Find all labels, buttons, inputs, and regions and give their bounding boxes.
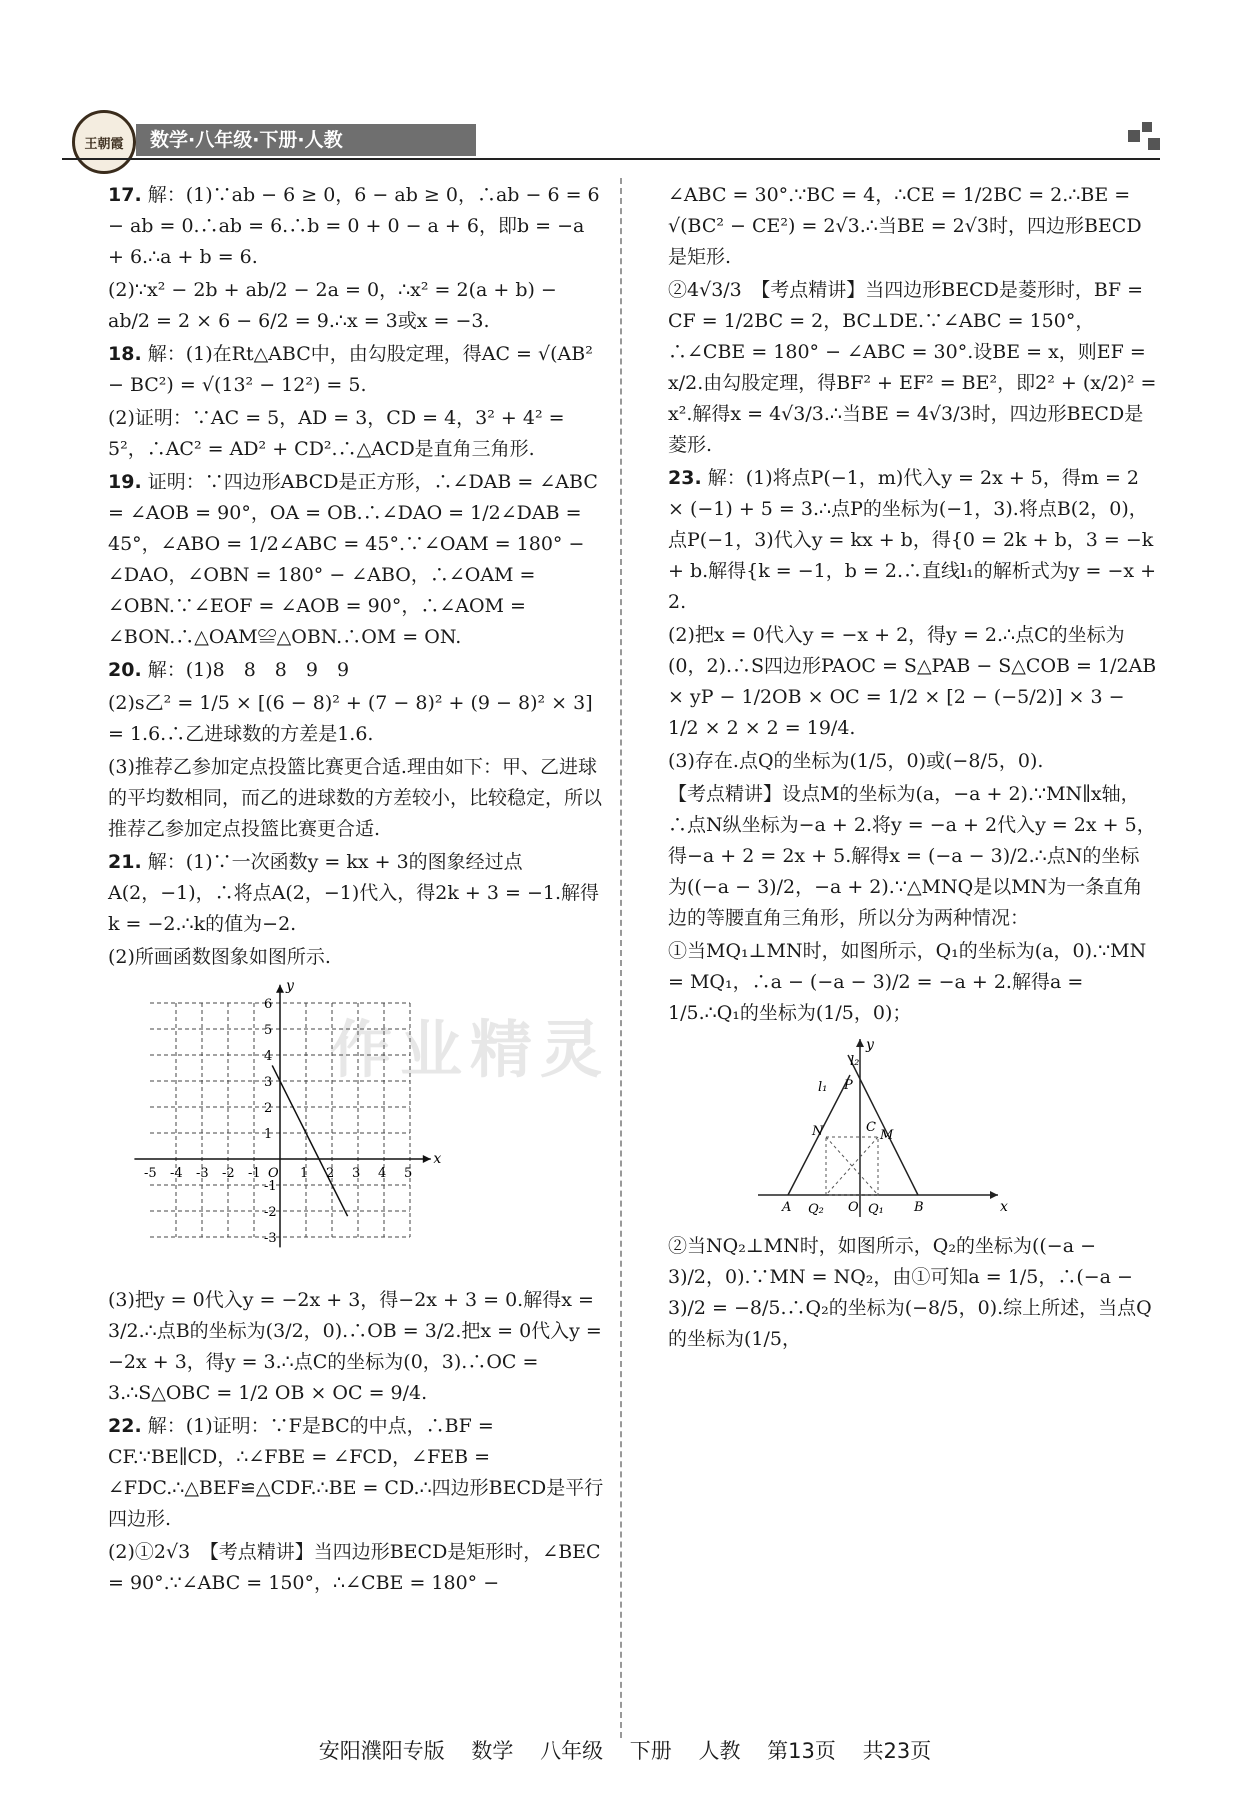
label-Q1: Q₁ bbox=[868, 1202, 884, 1217]
footer-edition: 安阳濮阳专版 bbox=[318, 1739, 445, 1763]
header-deco-square bbox=[1148, 138, 1160, 150]
header-banner: 数学·八年级·下册·人教 bbox=[136, 124, 476, 156]
label-O: O bbox=[848, 1200, 859, 1215]
label-B: B bbox=[914, 1200, 924, 1215]
x-tick-label: 3 bbox=[352, 1166, 361, 1181]
footer-publisher: 人教 bbox=[698, 1739, 741, 1763]
answer-text: (2)①2√3 【考点精讲】当四边形BECD是矩形时，∠BEC = 90°.∵∠ABC = 150°，∴∠CBE = 180° − bbox=[108, 1541, 601, 1594]
x-tick-label: 2 bbox=[326, 1166, 335, 1181]
label-x: x bbox=[1000, 1199, 1008, 1215]
answer-paragraph bbox=[108, 180, 604, 273]
answer-paragraph bbox=[668, 180, 1158, 273]
label-l2: l₂ bbox=[850, 1054, 860, 1069]
answer-text: (3)存在.点Q的坐标为(1/5，0)或(−8/5，0). bbox=[668, 750, 1044, 772]
label-l1: l₁ bbox=[818, 1080, 828, 1095]
answer-text: (2)s乙² = 1/5 × [(6 − 8)² + (7 − 8)² + (9 − 8)² × 3] = 1.6.∴乙进球数的方差是1.6. bbox=[108, 692, 593, 745]
left-answers-continued bbox=[108, 1285, 604, 1599]
page-header bbox=[62, 108, 1182, 164]
answer-paragraph bbox=[668, 463, 1158, 618]
answer-paragraph bbox=[108, 688, 604, 750]
label-y: y bbox=[866, 1037, 874, 1053]
answer-text: ①当MQ₁⊥MN时，如图所示，Q₁的坐标为(a，0).∵MN = MQ₁，∴a − (−a − 3)/2 = −a + 2.解得a = 1/5.∴Q₁的坐标为(1/5，0)； bbox=[668, 940, 1147, 1024]
answer-paragraph bbox=[668, 779, 1158, 934]
answer-paragraph bbox=[108, 655, 604, 686]
column-divider bbox=[620, 178, 622, 1738]
x-tick-label: 1 bbox=[300, 1166, 309, 1181]
header-rule bbox=[62, 158, 1160, 160]
x-axis-arrow bbox=[990, 1191, 998, 1199]
y-tick-label: 6 bbox=[264, 997, 273, 1012]
answer-text: (3)推荐乙参加定点投篮比赛更合适.理由如下：甲、乙进球的平均数相同，而乙的进球数的方差较小，比较稳定，所以推荐乙参加定点投篮比赛更合适. bbox=[108, 756, 603, 840]
answer-text: (2)∵x² − 2b + ab/2 − 2a = 0，∴x² = 2(a + b) − ab/2 = 2 × 6 − 6/2 = 9.∴x = 3或x = −3. bbox=[108, 279, 557, 332]
right-column bbox=[668, 180, 1158, 1357]
x-tick-label: -1 bbox=[248, 1166, 261, 1181]
answer-text: 解：(1)∵ab − 6 ≥ 0，6 − ab ≥ 0，∴ab − 6 = 6 − ab = 0.∴ab = 6.∴b = 0 + 0 − a + 6，即b = −a + 6.∴a + b = 6. bbox=[108, 184, 600, 268]
answer-text: ∠ABC = 30°.∵BC = 4，∴CE = 1/2BC = 2.∴BE = √(BC² − CE²) = 2√3.∴当BE = 2√3时，四边形BECD是矩形. bbox=[668, 184, 1142, 268]
y-tick-label: -1 bbox=[264, 1179, 277, 1194]
answer-text: 解：(1)∵一次函数y = kx + 3的图象经过点A(2，−1)，∴将点A(2，−1)代入，得2k + 3 = −1.解得k = −2.∴k的值为−2. bbox=[108, 851, 600, 935]
question-number: 22. bbox=[108, 1415, 142, 1437]
graph-q23 bbox=[758, 1035, 1018, 1225]
answer-paragraph bbox=[108, 1411, 604, 1535]
answer-text: (3)把y = 0代入y = −2x + 3，得−2x + 3 = 0.解得x = 3/2.∴点B的坐标为(3/2，0).∴OB = 3/2.把x = 0代入y = −2x + 3，得y = 3.∴点C的坐标为(0，3).∴OC = 3.∴S△OBC = 1/2 OB × OC = 9/4. bbox=[108, 1289, 602, 1404]
question-number: 17. bbox=[108, 184, 142, 206]
question-number: 19. bbox=[108, 471, 142, 493]
answer-paragraph bbox=[108, 467, 604, 653]
left-answers bbox=[108, 180, 604, 973]
y-tick-label: 3 bbox=[264, 1075, 273, 1090]
answer-paragraph bbox=[108, 847, 604, 940]
label-A: A bbox=[782, 1200, 792, 1215]
page-footer bbox=[0, 1735, 1250, 1765]
y-tick-label: 4 bbox=[264, 1049, 273, 1064]
answer-paragraph bbox=[108, 339, 604, 401]
question-number: 18. bbox=[108, 343, 142, 365]
answer-paragraph bbox=[108, 752, 604, 845]
publisher-logo: 王朝霞 bbox=[72, 110, 136, 174]
watermark: 作业精灵 bbox=[330, 1013, 611, 1086]
y-axis-label: y bbox=[286, 978, 294, 994]
x-tick-label: -2 bbox=[222, 1166, 235, 1181]
y-tick-label: -3 bbox=[264, 1231, 277, 1246]
answer-paragraph bbox=[108, 1537, 604, 1599]
label-N: N bbox=[812, 1124, 824, 1139]
answer-text: 证明：∵四边形ABCD是正方形，∴∠DAB = ∠ABC = ∠AOB = 90°，OA = OB.∴∠DAO = 1/2∠DAB = 45°，∠ABO = 1/2∠ABC = 45°.∵∠OAM = 180° − ∠DAO，∠OBN = 180° − ∠ABO，∴∠OAM = ∠OBN.∵∠EOF = ∠AOB = 90°，∴∠AOM = ∠BON.∴△OAM≌△OBN.∴OM = ON. bbox=[108, 471, 598, 648]
question-number: 20. bbox=[108, 659, 142, 681]
y-tick-label: 5 bbox=[264, 1023, 273, 1038]
answer-text: ②4√3/3 【考点精讲】当四边形BECD是菱形时，BF = CF = 1/2BC = 2，BC⊥DE.∵∠ABC = 150°，∴∠CBE = 180° − ∠ABC = 30°.设BE = x，则EF = x/2.由勾股定理，得BF² + EF² = BE²，即2² + (x/2)² = x².解得x = 4√3/3.∴当BE = 4√3/3时，四边形BECD是菱形. bbox=[668, 279, 1157, 456]
answer-text: (2)所画函数图象如图所示. bbox=[108, 946, 331, 968]
y-tick-label: 2 bbox=[264, 1101, 273, 1116]
footer-page-number: 第13页 bbox=[767, 1739, 836, 1763]
question-number: 23. bbox=[668, 467, 702, 489]
right-answers-continued bbox=[668, 1231, 1158, 1355]
answer-paragraph bbox=[668, 1231, 1158, 1355]
x-tick-label: 5 bbox=[404, 1166, 413, 1181]
answer-paragraph bbox=[668, 275, 1158, 461]
header-deco-square bbox=[1128, 130, 1140, 142]
y-tick-label: 1 bbox=[264, 1127, 273, 1142]
answer-paragraph bbox=[668, 620, 1158, 744]
answer-paragraph bbox=[108, 942, 604, 973]
question-number: 21. bbox=[108, 851, 142, 873]
answer-text: 解：(1)证明：∵F是BC的中点，∴BF = CF.∵BE∥CD，∴∠FBE = ∠FCD，∠FEB = ∠FDC.∴△BEF≌△CDF.∴BE = CD.∴四边形BECD是平行四边形. bbox=[108, 1415, 604, 1530]
answer-text: 解：(1)在Rt△ABC中，由勾股定理，得AC = √(AB² − BC²) = √(13² − 12²) = 5. bbox=[108, 343, 593, 396]
y-axis-arrow bbox=[856, 1039, 864, 1047]
label-M: M bbox=[880, 1128, 894, 1143]
label-C: C bbox=[866, 1120, 876, 1135]
left-column bbox=[108, 180, 604, 1601]
footer-total-pages: 共23页 bbox=[862, 1739, 932, 1763]
y-axis-arrow bbox=[276, 985, 284, 993]
answer-paragraph bbox=[668, 746, 1158, 777]
answer-text: 【考点精讲】设点M的坐标为(a，−a + 2).∵MN∥x轴，∴点N纵坐标为−a + 2.将y = −a + 2代入y = 2x + 5，得−a + 2 = 2x + 5.解得x = (−a − 3)/2.∴点N的坐标为((−a − 3)/2，−a + 2).∵△MNQ是以MN为一条直角边的等腰直角三角形，所以分为两种情况： bbox=[668, 783, 1156, 929]
header-deco-square bbox=[1142, 122, 1152, 132]
answer-paragraph bbox=[668, 936, 1158, 1029]
x-axis-arrow bbox=[423, 1155, 431, 1163]
x-axis-label: x bbox=[433, 1151, 442, 1167]
footer-volume: 下册 bbox=[629, 1739, 672, 1763]
label-Q2: Q₂ bbox=[808, 1202, 824, 1217]
x-tick-label: -5 bbox=[144, 1166, 157, 1181]
answer-text: (2)证明：∵AC = 5，AD = 3，CD = 4，3² + 4² = 5²，∴AC² = AD² + CD².∴△ACD是直角三角形. bbox=[108, 407, 565, 460]
answer-paragraph bbox=[108, 1285, 604, 1409]
x-tick-label: -4 bbox=[170, 1166, 183, 1181]
x-tick-label: 4 bbox=[378, 1166, 387, 1181]
answer-text: (2)把x = 0代入y = −x + 2，得y = 2.∴点C的坐标为(0，2).∴S四边形PAOC = S△PAB − S△COB = 1/2AB × yP − 1/2OB × OC = 1/2 × [2 − (−5/2)] × 3 − 1/2 × 2 × 2 = 19/4. bbox=[668, 624, 1157, 739]
line-l2 bbox=[848, 1055, 918, 1195]
y-tick-label: -2 bbox=[264, 1205, 277, 1220]
answer-paragraph bbox=[108, 403, 604, 465]
label-P: P bbox=[844, 1078, 853, 1093]
footer-grade: 八年级 bbox=[540, 1739, 604, 1763]
x-tick-label: -3 bbox=[196, 1166, 209, 1181]
answer-paragraph bbox=[108, 275, 604, 337]
answer-text: 解：(1)将点P(−1，m)代入y = 2x + 5，得m = 2 × (−1) + 5 = 3.∴点P的坐标为(−1，3).将点B(2，0)，点P(−1，3)代入y = kx + b，得{0 = 2k + b，3 = −k + b.解得{k = −1，b = 2.∴直线l₁的解析式为y = −x + 2. bbox=[668, 467, 1157, 613]
answer-text: ②当NQ₂⊥MN时，如图所示，Q₂的坐标为((−a − 3)/2，0).∵MN = NQ₂，由①可知a = 1/5，∴(−a − 3)/2 = −8/5.∴Q₂的坐标为(−8/5，0).综上所述，当点Q的坐标为(1/5， bbox=[668, 1235, 1152, 1350]
origin-label: O bbox=[268, 1166, 279, 1181]
answer-text: 解：(1)8 8 8 9 9 bbox=[147, 659, 350, 681]
footer-subject: 数学 bbox=[471, 1739, 514, 1763]
right-answers bbox=[668, 180, 1158, 1029]
